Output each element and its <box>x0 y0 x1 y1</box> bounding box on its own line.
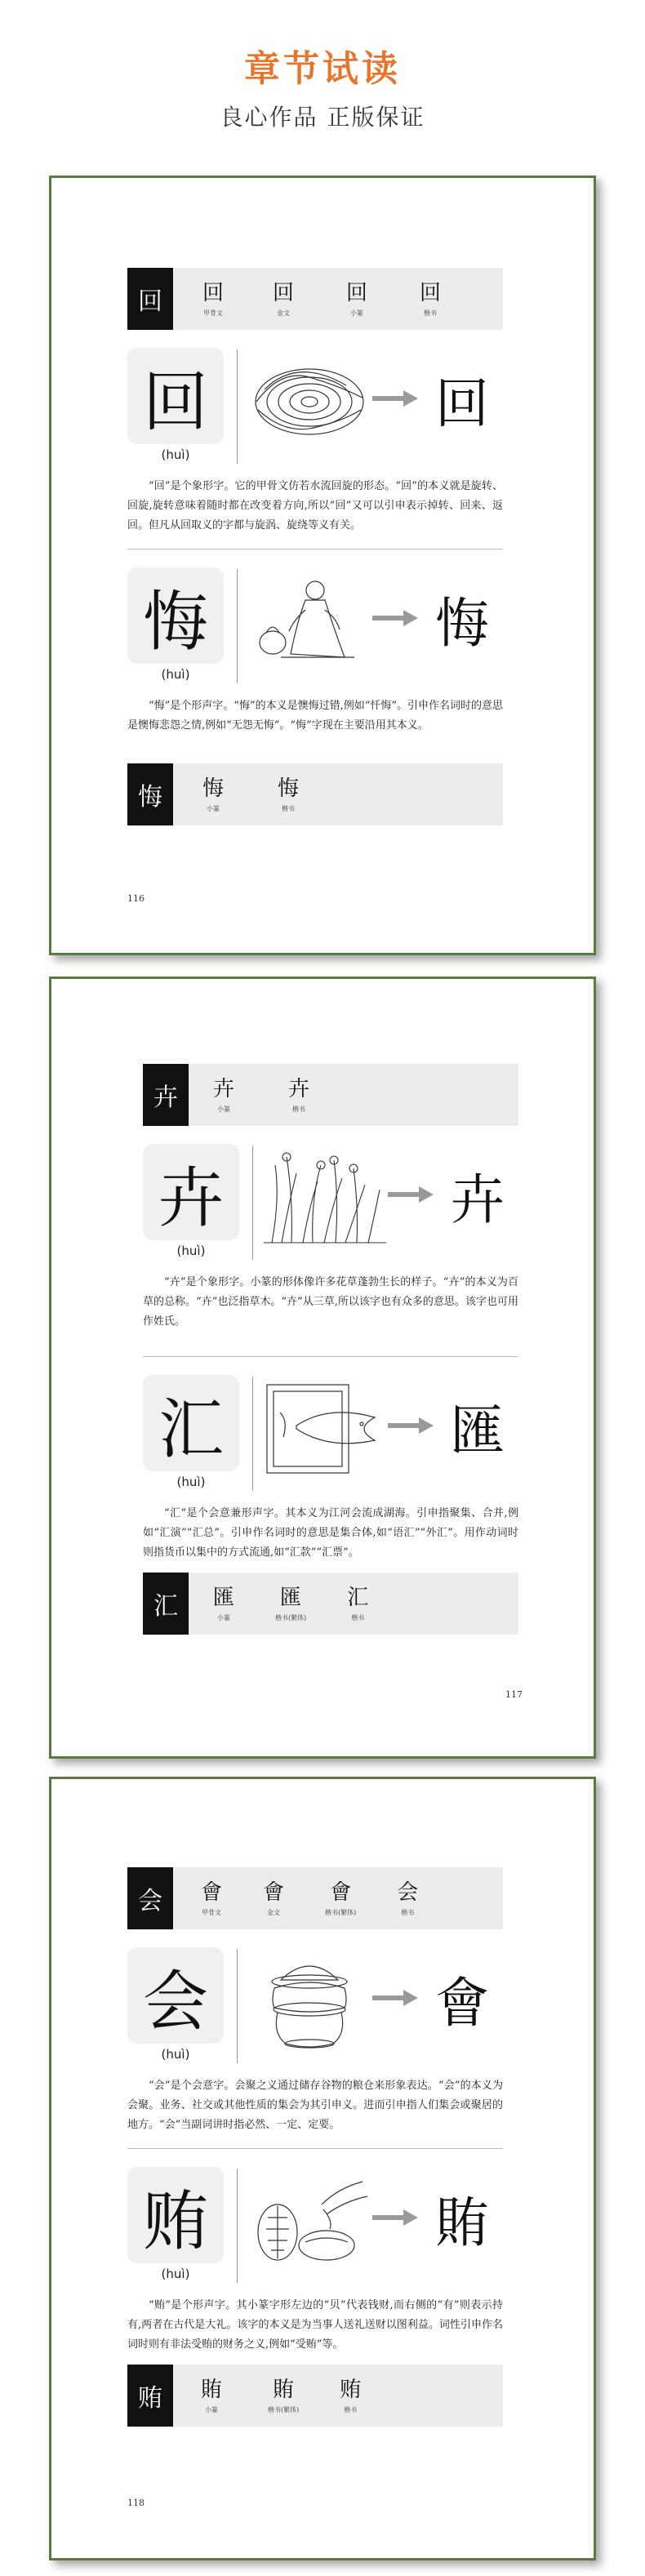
strip-glyph: 贿 <box>340 2377 362 2402</box>
pinyin: (huì) <box>161 447 190 462</box>
strip-item <box>201 1867 222 1929</box>
strip-caption: 楷书 <box>351 1613 365 1622</box>
strip-caption: 小篆 <box>217 1105 230 1113</box>
strip-head-char: 汇 <box>143 1573 189 1635</box>
bottom-strip <box>127 763 503 825</box>
strip-glyph: 匯 <box>280 1585 302 1610</box>
arrow-right-icon <box>372 390 418 407</box>
strip-head-char: 会 <box>127 1867 173 1929</box>
book-page-118 <box>49 1777 596 2560</box>
strip-glyph: 悔 <box>278 776 300 801</box>
top-strip <box>127 268 503 330</box>
strip-glyph: 賄 <box>273 2377 295 2402</box>
strip-item <box>213 1064 234 1126</box>
entry-description: “会”是个会意字。会聚之义通过储存谷物的粮仓来形象表达。“会”的本义为会聚。业务、社交或其他性质的集会为其引申义。进而引申指人们集会或聚居的地方。“会”当副词讲时指必然、一定、定要。 <box>127 2080 503 2131</box>
arrow-right-icon <box>372 610 418 626</box>
strip-caption: 楷书 <box>344 2405 358 2414</box>
bottom-strip <box>143 1573 518 1635</box>
strip-caption: 楷书(繁体) <box>325 1908 357 1916</box>
section-divider <box>143 1356 518 1357</box>
divider <box>237 2169 238 2283</box>
header-title: 章节试读 <box>244 48 401 90</box>
pinyin: (huì) <box>176 1244 206 1258</box>
strip-item <box>420 268 441 330</box>
divider <box>237 1949 238 2063</box>
strip-glyph: 卉 <box>213 1076 235 1101</box>
strip-caption: 小篆 <box>217 1613 230 1622</box>
header-subtitle: 良心作品 正版保证 <box>220 104 425 131</box>
divider <box>252 1377 253 1491</box>
strip-item <box>278 763 299 825</box>
main-char: 汇 <box>143 1375 239 1471</box>
strip-item <box>268 2365 299 2427</box>
char-entry <box>127 341 503 472</box>
pinyin: (huì) <box>161 2047 190 2062</box>
grass-flowers-illustration <box>264 1149 386 1247</box>
main-char: 回 <box>127 348 224 444</box>
strip-caption: 小篆 <box>350 309 364 317</box>
strip-item <box>202 763 224 825</box>
main-char: 卉 <box>143 1144 239 1240</box>
arrow-right-icon <box>388 1417 434 1434</box>
strip-item <box>397 1867 418 1929</box>
main-char: 悔 <box>127 567 224 664</box>
strip-item <box>288 1064 309 1126</box>
arrow-right-icon <box>372 1990 418 2006</box>
char-entry <box>143 1137 518 1268</box>
strip-glyph: 賄 <box>201 2377 223 2402</box>
strip-glyph: 回 <box>346 280 368 305</box>
strip-glyph: 卉 <box>288 1076 310 1101</box>
shells-and-hand-illustration <box>248 2172 371 2270</box>
kneeling-figure-illustration <box>248 572 371 670</box>
strip-glyph: 悔 <box>202 776 225 801</box>
strip-caption: 甲骨文 <box>203 309 223 317</box>
divider <box>237 349 238 464</box>
strip-caption: 小篆 <box>207 804 220 812</box>
char-entry <box>127 2160 503 2291</box>
strip-caption: 楷书(繁体) <box>268 2405 300 2414</box>
strip-caption: 楷书 <box>424 309 438 317</box>
divider <box>252 1146 253 1260</box>
strip-item <box>275 1573 306 1635</box>
evolved-glyph: 悔 <box>435 591 489 655</box>
evolved-glyph: 會 <box>435 1971 489 2035</box>
whirlpool-illustration <box>248 353 371 451</box>
char-entry <box>127 1941 503 2071</box>
arrow-right-icon <box>388 1186 434 1203</box>
arrow-right-icon <box>372 2209 418 2226</box>
strip-item <box>273 268 294 330</box>
strip-caption: 楷书 <box>292 1105 306 1113</box>
entry-description: “悔”是个形声字。“悔”的本义是懊悔过错,例如“忏悔”。引申作名词时的意思是懊悔悲怨之情,例如“无怨无悔”。“悔”字现在主要沿用其本义。 <box>127 700 504 732</box>
bottom-strip <box>127 2365 503 2427</box>
char-entry <box>127 561 503 692</box>
header <box>0 0 645 139</box>
strip-caption: 金文 <box>277 309 291 317</box>
strip-item <box>263 1867 284 1929</box>
strip-caption: 楷书 <box>401 1908 415 1916</box>
strip-glyph: 会 <box>397 1880 419 1905</box>
strip-head-char: 卉 <box>143 1064 189 1126</box>
book-page-117 <box>49 977 596 1759</box>
section-divider <box>127 2148 503 2149</box>
strip-glyph: 回 <box>273 280 295 305</box>
pinyin: (huì) <box>161 2267 190 2281</box>
strip-item <box>202 268 224 330</box>
entry-description: “卉”是个象形字。小篆的形体像许多花草蓬勃生长的样子。“卉”的本义为百草的总称。“卉”也泛指草木。“卉”从三草,所以该字也有众多的意思。该字也可用作姓氏。 <box>143 1276 518 1328</box>
strip-glyph: 汇 <box>347 1585 369 1610</box>
book-page-116 <box>49 176 596 955</box>
pinyin: (huì) <box>176 1475 206 1489</box>
top-strip <box>143 1064 518 1126</box>
strip-caption: 金文 <box>267 1908 281 1916</box>
main-char: 贿 <box>127 2167 224 2263</box>
main-char: 会 <box>127 1947 224 2044</box>
top-strip <box>127 1867 503 1929</box>
strip-head-char: 贿 <box>127 2365 173 2427</box>
page-number: 118 <box>127 2498 145 2508</box>
evolved-glyph: 卉 <box>451 1168 505 1231</box>
strip-item <box>325 1867 356 1929</box>
strip-item <box>213 1573 234 1635</box>
strip-caption: 小篆 <box>205 2405 218 2414</box>
pinyin: (huì) <box>161 667 190 682</box>
strip-glyph: 會 <box>330 1880 352 1905</box>
strip-head-char: 悔 <box>127 763 173 825</box>
evolved-glyph: 賄 <box>435 2191 489 2254</box>
entry-description: “汇”是个会意兼形声字。其本义为江河会流成湖海。引申指聚集、合并,例如“汇演”“汇总”。引申作名词时的意思是集合体,如“语汇”“外汇”。用作动词时则指货币以集中的方式流通,如“汇款”“汇票”。 <box>143 1507 518 1559</box>
framed-fish-illustration <box>264 1380 386 1478</box>
strip-item <box>201 2365 222 2427</box>
char-entry <box>143 1368 518 1499</box>
page-number: 117 <box>505 1689 523 1700</box>
entry-description: “回”是个象形字。它的甲骨文仿若水流回旋的形态。“回”的本义就是旋转、回旋,旋转意味着随时都在改变着方向,所以“回”又可以引申表示掉转、回来、返回。但凡从回取义的字都与旋涡、旋绕等义有关。 <box>127 480 503 532</box>
strip-glyph: 會 <box>201 1880 223 1905</box>
strip-caption: 楷书(繁体) <box>275 1613 307 1622</box>
strip-item <box>346 268 367 330</box>
evolved-glyph: 回 <box>435 371 489 435</box>
strip-item <box>347 1573 368 1635</box>
evolved-glyph: 匯 <box>451 1399 505 1462</box>
strip-caption: 楷书 <box>282 804 296 812</box>
strip-head-char: 回 <box>127 268 173 330</box>
strip-glyph: 回 <box>420 280 442 305</box>
strip-glyph: 匯 <box>213 1585 235 1610</box>
entry-description: “贿”是个形声字。其小篆字形左边的“贝”代表钱财,而右侧的“有”则表示持有,两者在古代是大礼。该字的本义是为当事人送礼送财以图利益。词性引申作名词时则有非法受贿的财务之义,例如“受贿”等。 <box>127 2299 503 2351</box>
strip-glyph: 會 <box>263 1880 285 1905</box>
page-number: 116 <box>127 893 145 904</box>
strip-glyph: 回 <box>202 280 225 305</box>
divider <box>237 569 238 683</box>
strip-caption: 甲骨文 <box>202 1908 221 1916</box>
granary-pot-illustration <box>248 1952 371 2050</box>
strip-item <box>340 2365 361 2427</box>
